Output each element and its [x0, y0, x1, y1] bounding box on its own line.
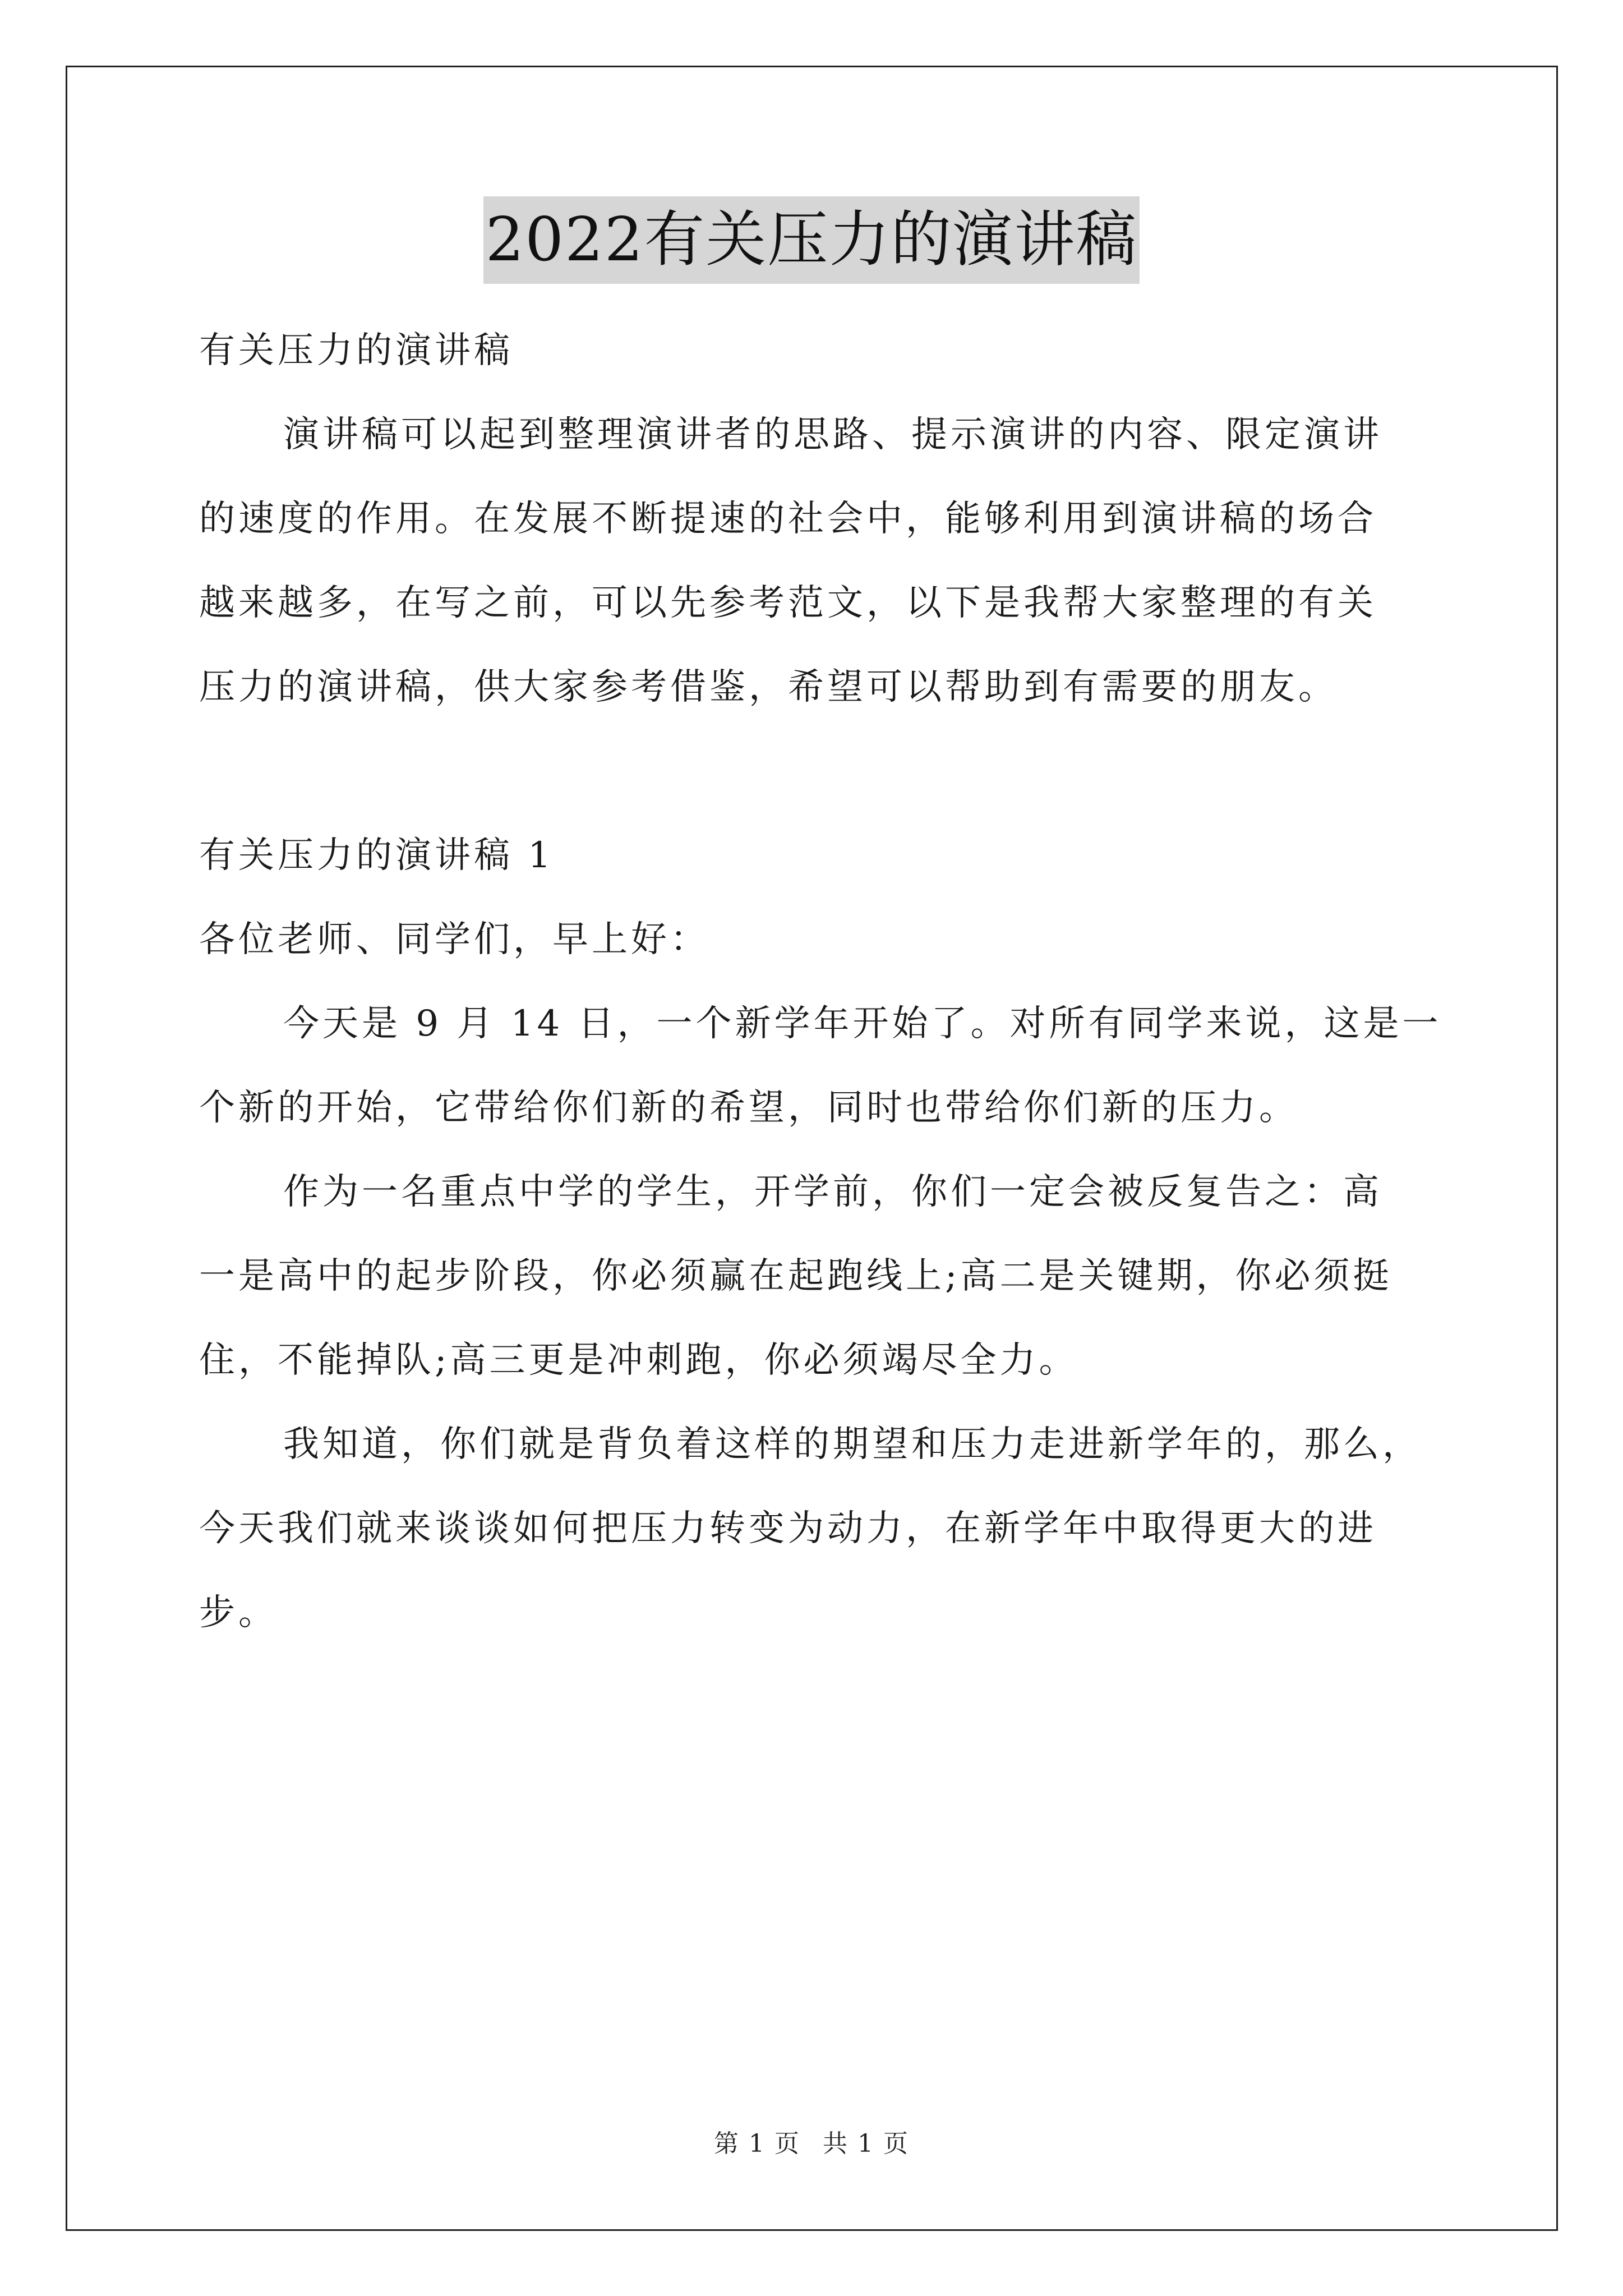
paragraph-line: 个新的开始，它带给你们新的希望，同时也带给你们新的压力。 [199, 1087, 1298, 1129]
paragraph-line: 越来越多，在写之前，可以先参考范文，以下是我帮大家整理的有关 [199, 582, 1377, 624]
paragraph-line: 步。 [199, 1592, 278, 1634]
document-body [199, 309, 1442, 1655]
page-footer [0, 2127, 1623, 2161]
section-heading: 有关压力的演讲稿 [199, 330, 513, 371]
paragraph-line: 的速度的作用。在发展不断提速的社会中，能够利用到演讲稿的场合 [199, 498, 1377, 540]
blank-line [199, 729, 1433, 813]
paragraph-line: 作为一名重点中学的学生，开学前，你们一定会被反复告之：高 [283, 1171, 1382, 1213]
page-total: 共 1 页 [823, 2129, 909, 2158]
section-heading: 有关压力的演讲稿 1 [199, 835, 555, 876]
page-number: 第 1 页 [714, 2129, 800, 2158]
paragraph-line: 住，不能掉队;高三更是冲刺跑，你必须竭尽全力。 [199, 1340, 1078, 1381]
document-title: 2022有关压力的演讲稿 [483, 196, 1140, 284]
paragraph-line: 今天是 9 月 14 日，一个新学年开始了。对所有同学来说，这是一 [283, 1003, 1442, 1045]
salutation: 各位老师、同学们，早上好： [199, 919, 709, 960]
title-container [0, 196, 1623, 284]
paragraph-line: 演讲稿可以起到整理演讲者的思路、提示演讲的内容、限定演讲 [283, 414, 1382, 455]
paragraph-line: 我知道，你们就是背负着这样的期望和压力走进新学年的，那么， [283, 1424, 1422, 1465]
paragraph-line: 一是高中的起步阶段，你必须赢在起跑线上;高二是关键期，你必须挺 [199, 1255, 1393, 1297]
paragraph-line: 今天我们就来谈谈如何把压力转变为动力，在新学年中取得更大的进 [199, 1508, 1377, 1549]
paragraph-line: 压力的演讲稿，供大家参考借鉴，希望可以帮助到有需要的朋友。 [199, 666, 1338, 708]
